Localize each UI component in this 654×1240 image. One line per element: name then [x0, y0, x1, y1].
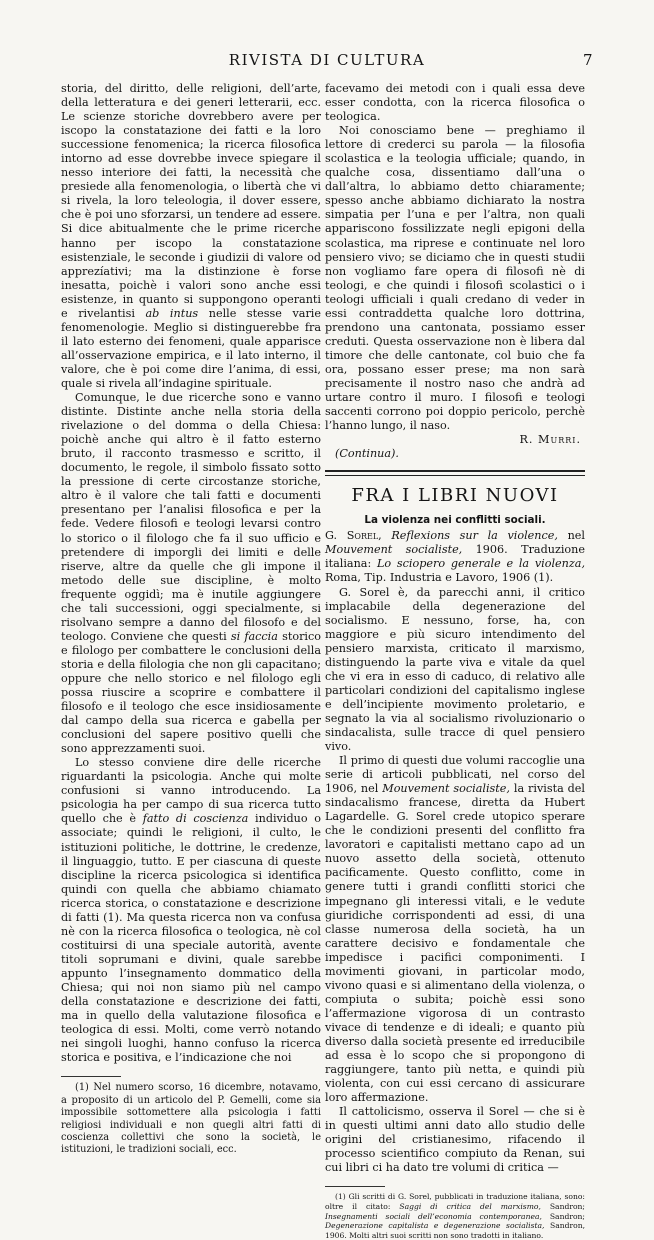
- left-column: [61, 82, 321, 1157]
- review-paragraph-2: Il primo di questi due volumi raccoglie una serie di articoli pubblicati, nel corso del 1906, nel Mouvement socialiste, la rivista del sindacalismo francese, diretta da Hubert Lagardelle. G. Sorel crede utopico sperare che le condizioni presenti del conflitto fra lavoratori e capitalisti mettano capo ad un nuovo assetto della società, ottenuto pacificamente. Questo conflitto, come in genere tutti i grandi conflitti storici che impegnano gli interessi vitali, e le vedute giuridiche corrispondenti ad essi, di una classe numerosa della società, ha un carattere decisivo e fondamentale che impedisce i pacifici componimenti. I movimenti giovani, in particolar modo, vivono quasi e si alimentano della violenza, o compiuta o subita; poichè essi sono l’affermazione vigorosa di un contrasto vivace di tendenze e di ideali; e quanto più diverso dalla società presente ed irreducibile ad essa è lo scopo che si propongono di raggiungere, tanto più netta, e quindi più violenta, con cui essi cercano di assicurare loro affermazione.: [325, 754, 586, 1105]
- italic-term: ab intus: [145, 306, 199, 320]
- italic-term: fatto di coscienza: [142, 812, 249, 826]
- review-paragraph-1: G. Sorel è, da parecchi anni, il critico implacabile della degenerazione del socialismo. E nessuno, forse, ha, con maggiore e più sicuro intendimento del pensiero marxista, criticato il marxismo, distinguendo la parte viva e vitale da quel che vi era in esso di caduco, di relativo alle particolari condizioni del capitalismo inglese e dell’incipiente movimento proletario, e segnato la via al socialismo rivoluzionario o sindacalista, sulle tracce di quel pensiero vivo.: [325, 585, 585, 754]
- left-paragraph-1: storia, del diritto, delle religioni, dell’arte, della letteratura e dei generi letterarii, ecc. Le scienze storiche dovrebbero avere per iscopo la constatazione dei fatti e la loro successione fenomenica; la ricerca filosofica intorno ad esse dovrebbe invece spiegare il nesso interiore dei fatti, la necessità che presiede alla fenomenologia, o libertà che vi si rivela, la loro teleologia, il dover essere, che è poi uno sforzarsi, un tendere ad essere. Si dice abitualmente che le prime ricerche hanno per iscopo la constatazione esistenziale, le seconde i giudizii di valore od apprezíativi; ma la distinzione è forse inesatta, poichè i valori sono anche essi esistenze, in quanto si suppongono operanti e rivelantisi ab intus nelle stesse varie fenomenologie. Meglio si distinguerebbe fra il lato esterno dei fenomeni, quale apparisce all’osservazione empirica, e il lato interno, il valore, che è poi come dire l’anima, di essi, quale si rivela all’indagine spirituale.: [61, 82, 322, 390]
- review-paragraph-3: Il cattolicismo, osserva il Sorel — che si è in questi ultimi anni dato allo studio delle origini del cristianesimo, rifacendo il processo scientifico compiuto da Renan, sui cui libri ci ha dato tre volumi di critica —: [325, 1105, 585, 1175]
- author-signature: R. Murri.: [519, 433, 581, 447]
- footnote-rule: [61, 1076, 121, 1077]
- section-divider-thick: [325, 470, 585, 472]
- left-footnote: (1) Nel numero scorso, 16 dicembre, notavamo, a proposito di un articolo del P. Gemelli, come sia impossibile sottomettere alla psicologia i fatti religiosi individuali e non quegli altri fatti di coscienza collettivi che sono la società, le istituzioni, le tradizioni sociali, ecc.: [61, 1082, 321, 1156]
- bibliographic-entry: G. Sorel, Reflexions sur la violence, nel Mouvement socialiste, 1906. Traduzione italiana: Lo sciopero generale e la violenza, Roma, Tip. Industria e Lavoro, 1906 (1).: [325, 529, 585, 585]
- left-paragraph-3: Lo stesso conviene dire delle ricerche riguardanti la psicologia. Anche qui molte confusioni si vanno introducendo. La psicologia ha per campo di sua ricerca tutto quello che è fatto di coscienza individuo o associate; quindi le religioni, il culto, le istituzioni politiche, le dottrine, le credenze, il linguaggio, tutto. E per ciascuna di queste discipline la ricerca psicologica si identifica quindi con quella che abbiamo chiamato ricerca storica, o constatazione e descrizione di fatti (1). Ma questa ricerca non va confusa nè con la ricerca filosofica o teologica, nè col costituirsi di una speciale autorità, avente titoli soprumani e divini, quale sarebbe appunto l’insegnamento dommatico della Chiesa; qui noi non siamo più nel campo della constatazione e descrizione dei fatti, ma in quello della valutazione filosofica e teologica di essi. Molti, come verrò notando nei singoli luoghi, hanno confuso la ricerca storica e positiva, e l’indicazione che noi: [61, 756, 321, 1065]
- section-title: FRA I LIBRI NUOVI: [351, 485, 559, 507]
- right-column: [325, 82, 585, 1240]
- right-footnote: (1) Gli scritti di G. Sorel, pubblicati in traduzione italiana, sono: oltre il citato: Saggi di critica del marxismo, Sandron; Insegnamenti sociali dell’economia contemporanea, Sandron; Degenerazione capitalista e degenerazione socialista, Sandron, 1906. Molti altri suoi scritti non sono tradotti in italiano.: [325, 1192, 586, 1240]
- running-header-title: RIVISTA DI CULTURA: [228, 51, 426, 69]
- footnote-rule: [325, 1186, 385, 1187]
- continua-note: (Continua).: [335, 447, 399, 461]
- left-paragraph-2: Comunque, le due ricerche sono e vanno distinte. Distinte anche nella storia della rivelazione o del domma o della Chiesa: poichè anche qui altro è il fatto esterno bruto, il racconto trasmesso e scritto, il documento, le regole, il simbolo fissato sotto la pressione di certe circostanze storiche, altro è il valore che tali fatti e documenti presentano per l’analisi filosofica e per la fede. Vedere filosofi e teologi levarsi contro lo storico o il filologo che fa il suo ufficio e pretendere di imporgli dei limiti e delle riserve, altre da quelle che gli impone il metodo delle sue discipline, è molto frequente oggidì; ma è inutile aggiungere che tali successioni, oggi specialmente, si risolvano sempre a danno del filosofo e del teologo. Conviene che questi si faccia storico e filologo per combattere le conclusioni della storia e della filologia che non gli capacitano; oppure che nello storico e nel filologo egli possa riuscire a scoprire e combattere il filosofo e il teologo che esce insidiosamente dal campo della sua ricerca e gabella per conclusioni del sapere positivo quelli che sono apprezzamenti suoi.: [61, 391, 321, 756]
- italic-term: si faccia: [230, 629, 278, 643]
- review-title: La violenza nei conflitti sociali.: [364, 514, 546, 527]
- page-number: 7: [583, 51, 593, 69]
- section-divider-thin: [325, 475, 585, 476]
- right-paragraph-1: facevamo dei metodi con i quali essa deve esser condotta, con la ricerca filosofica o teologica.: [325, 82, 585, 124]
- right-paragraph-2: Noi conosciamo bene — preghiamo il lettore di crederci su parola — la filosofia scolastica e la teologia ufficiale; quando, in qualche cosa, dissentiamo dall’una o dall’altra, lo abbiamo detto chiaramente; spesso anche abbiamo dichiarato la nostra simpatia per l’una e per l’altra, non quali appariscono fossilizzate negli epigoni della scolastica, ma riprese e continuate nel loro pensiero vivo; se diciamo che in questi studii non vogliamo fare opera di filosofi nè di teologi, e che quindi i filosofi scolastici o i teologi ufficiali i quali credano di veder in essi contraddetta qualche loro dottrina, prendono una cantonata, possiamo esser creduti. Questa osservazione non è libera dal timore che delle cantonate, col buio che fa ora, possano esser prese; ma non sarà precisamente il nostro naso che andrà ad urtare contro il muro. I filosofi e teologi saccenti corrono poi doppio pericolo, perchè l’hanno lungo, il naso.: [325, 124, 585, 433]
